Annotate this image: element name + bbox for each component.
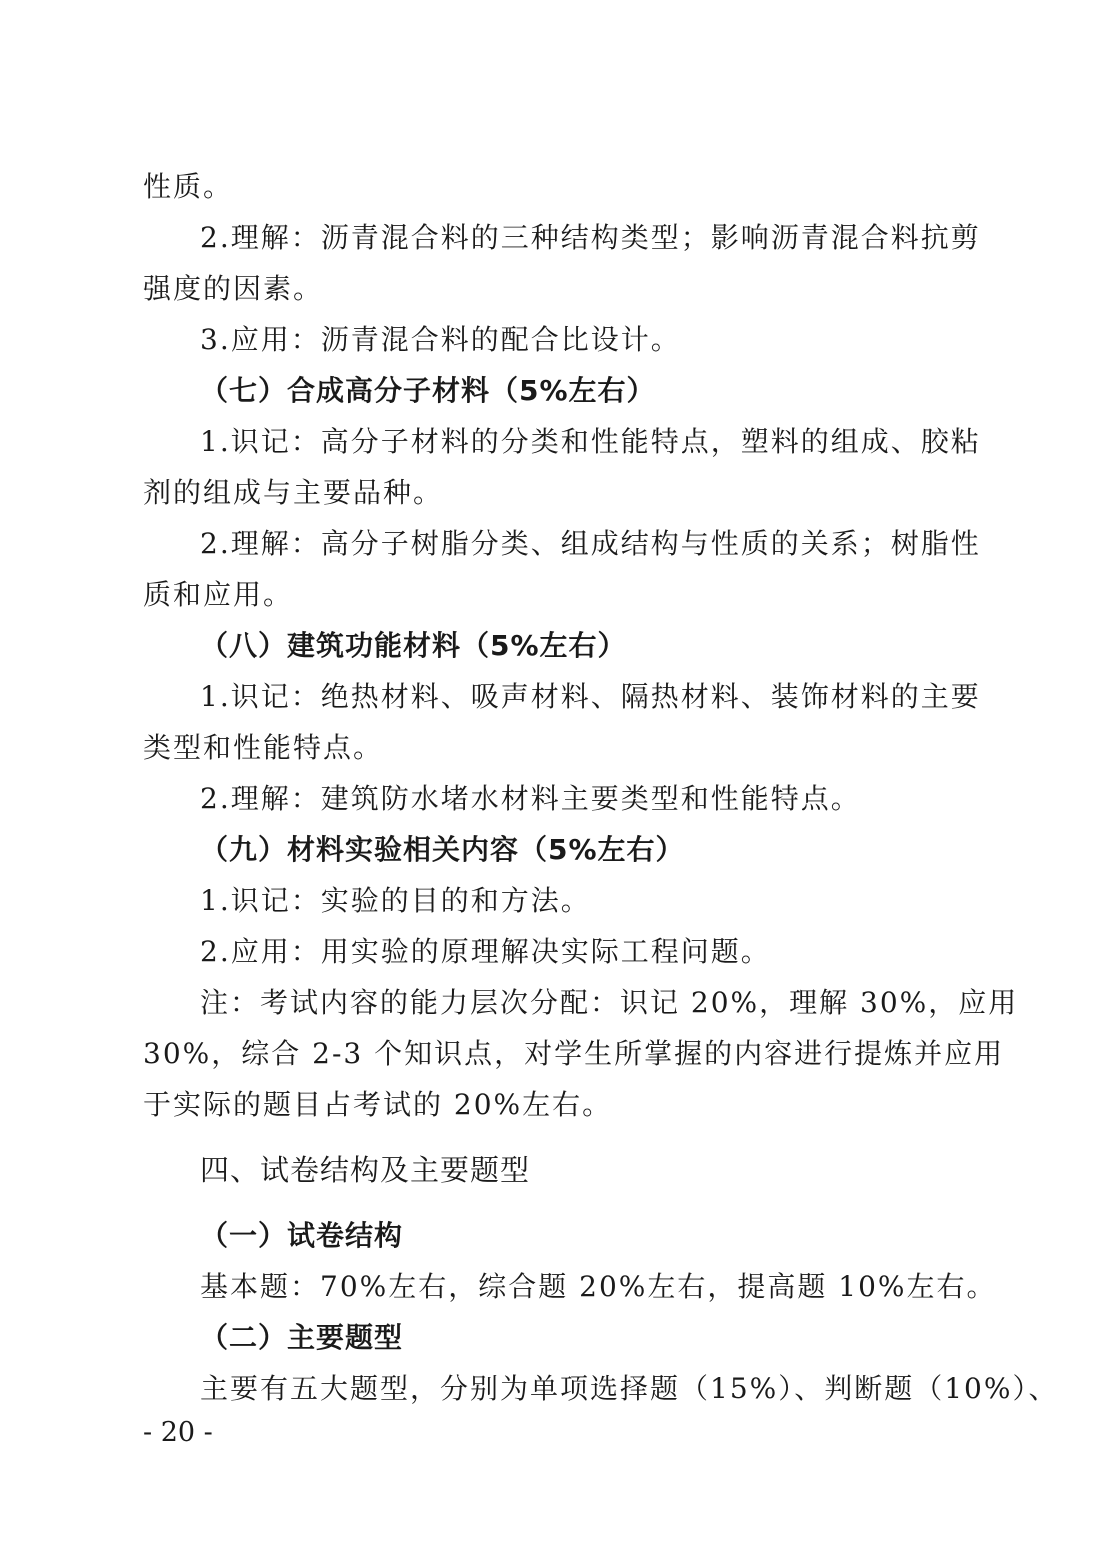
text-line: 2.应用：用实验的原理解决实际工程问题。 bbox=[200, 935, 771, 968]
text-line: 质和应用。 bbox=[143, 578, 294, 611]
section-heading: 四、试卷结构及主要题型 bbox=[200, 1153, 531, 1187]
text-line: 主要有五大题型，分别为单项选择题（15%）、判断题（10%）、 bbox=[200, 1372, 1059, 1405]
text-line: 1.识记：高分子材料的分类和性能特点，塑料的组成、胶粘 bbox=[200, 425, 981, 458]
page-number: - 20 - bbox=[143, 1417, 213, 1448]
text-line: 剂的组成与主要品种。 bbox=[143, 476, 444, 509]
text-line: 2.理解：沥青混合料的三种结构类型；影响沥青混合料抗剪 bbox=[200, 221, 981, 254]
subsection-heading: （七）合成高分子材料（5%左右） bbox=[200, 374, 656, 407]
subsection-heading: （八）建筑功能材料（5%左右） bbox=[200, 629, 627, 662]
text-line: 1.识记：绝热材料、吸声材料、隔热材料、装饰材料的主要 bbox=[200, 680, 981, 713]
subsection-heading: （一）试卷结构 bbox=[200, 1219, 404, 1252]
note-line: 注：考试内容的能力层次分配：识记 20%，理解 30%，应用 bbox=[200, 986, 1019, 1019]
subsection-heading: （二）主要题型 bbox=[200, 1321, 404, 1354]
text-line: 2.理解：建筑防水堵水材料主要类型和性能特点。 bbox=[200, 782, 861, 815]
text-line: 类型和性能特点。 bbox=[143, 731, 384, 764]
note-line: 于实际的题目占考试的 20%左右。 bbox=[143, 1088, 613, 1121]
text-line: 基本题：70%左右，综合题 20%左右，提高题 10%左右。 bbox=[200, 1270, 997, 1303]
text-line: 强度的因素。 bbox=[143, 272, 324, 305]
text-line: 2.理解：高分子树脂分类、组成结构与性质的关系；树脂性 bbox=[200, 527, 981, 560]
text-line: 3.应用：沥青混合料的配合比设计。 bbox=[200, 323, 681, 356]
text-line: 1.识记：实验的目的和方法。 bbox=[200, 884, 591, 917]
subsection-heading: （九）材料实验相关内容（5%左右） bbox=[200, 833, 685, 866]
text-line: 性质。 bbox=[143, 170, 234, 203]
note-line: 30%，综合 2-3 个知识点，对学生所掌握的内容进行提炼并应用 bbox=[143, 1037, 1005, 1070]
